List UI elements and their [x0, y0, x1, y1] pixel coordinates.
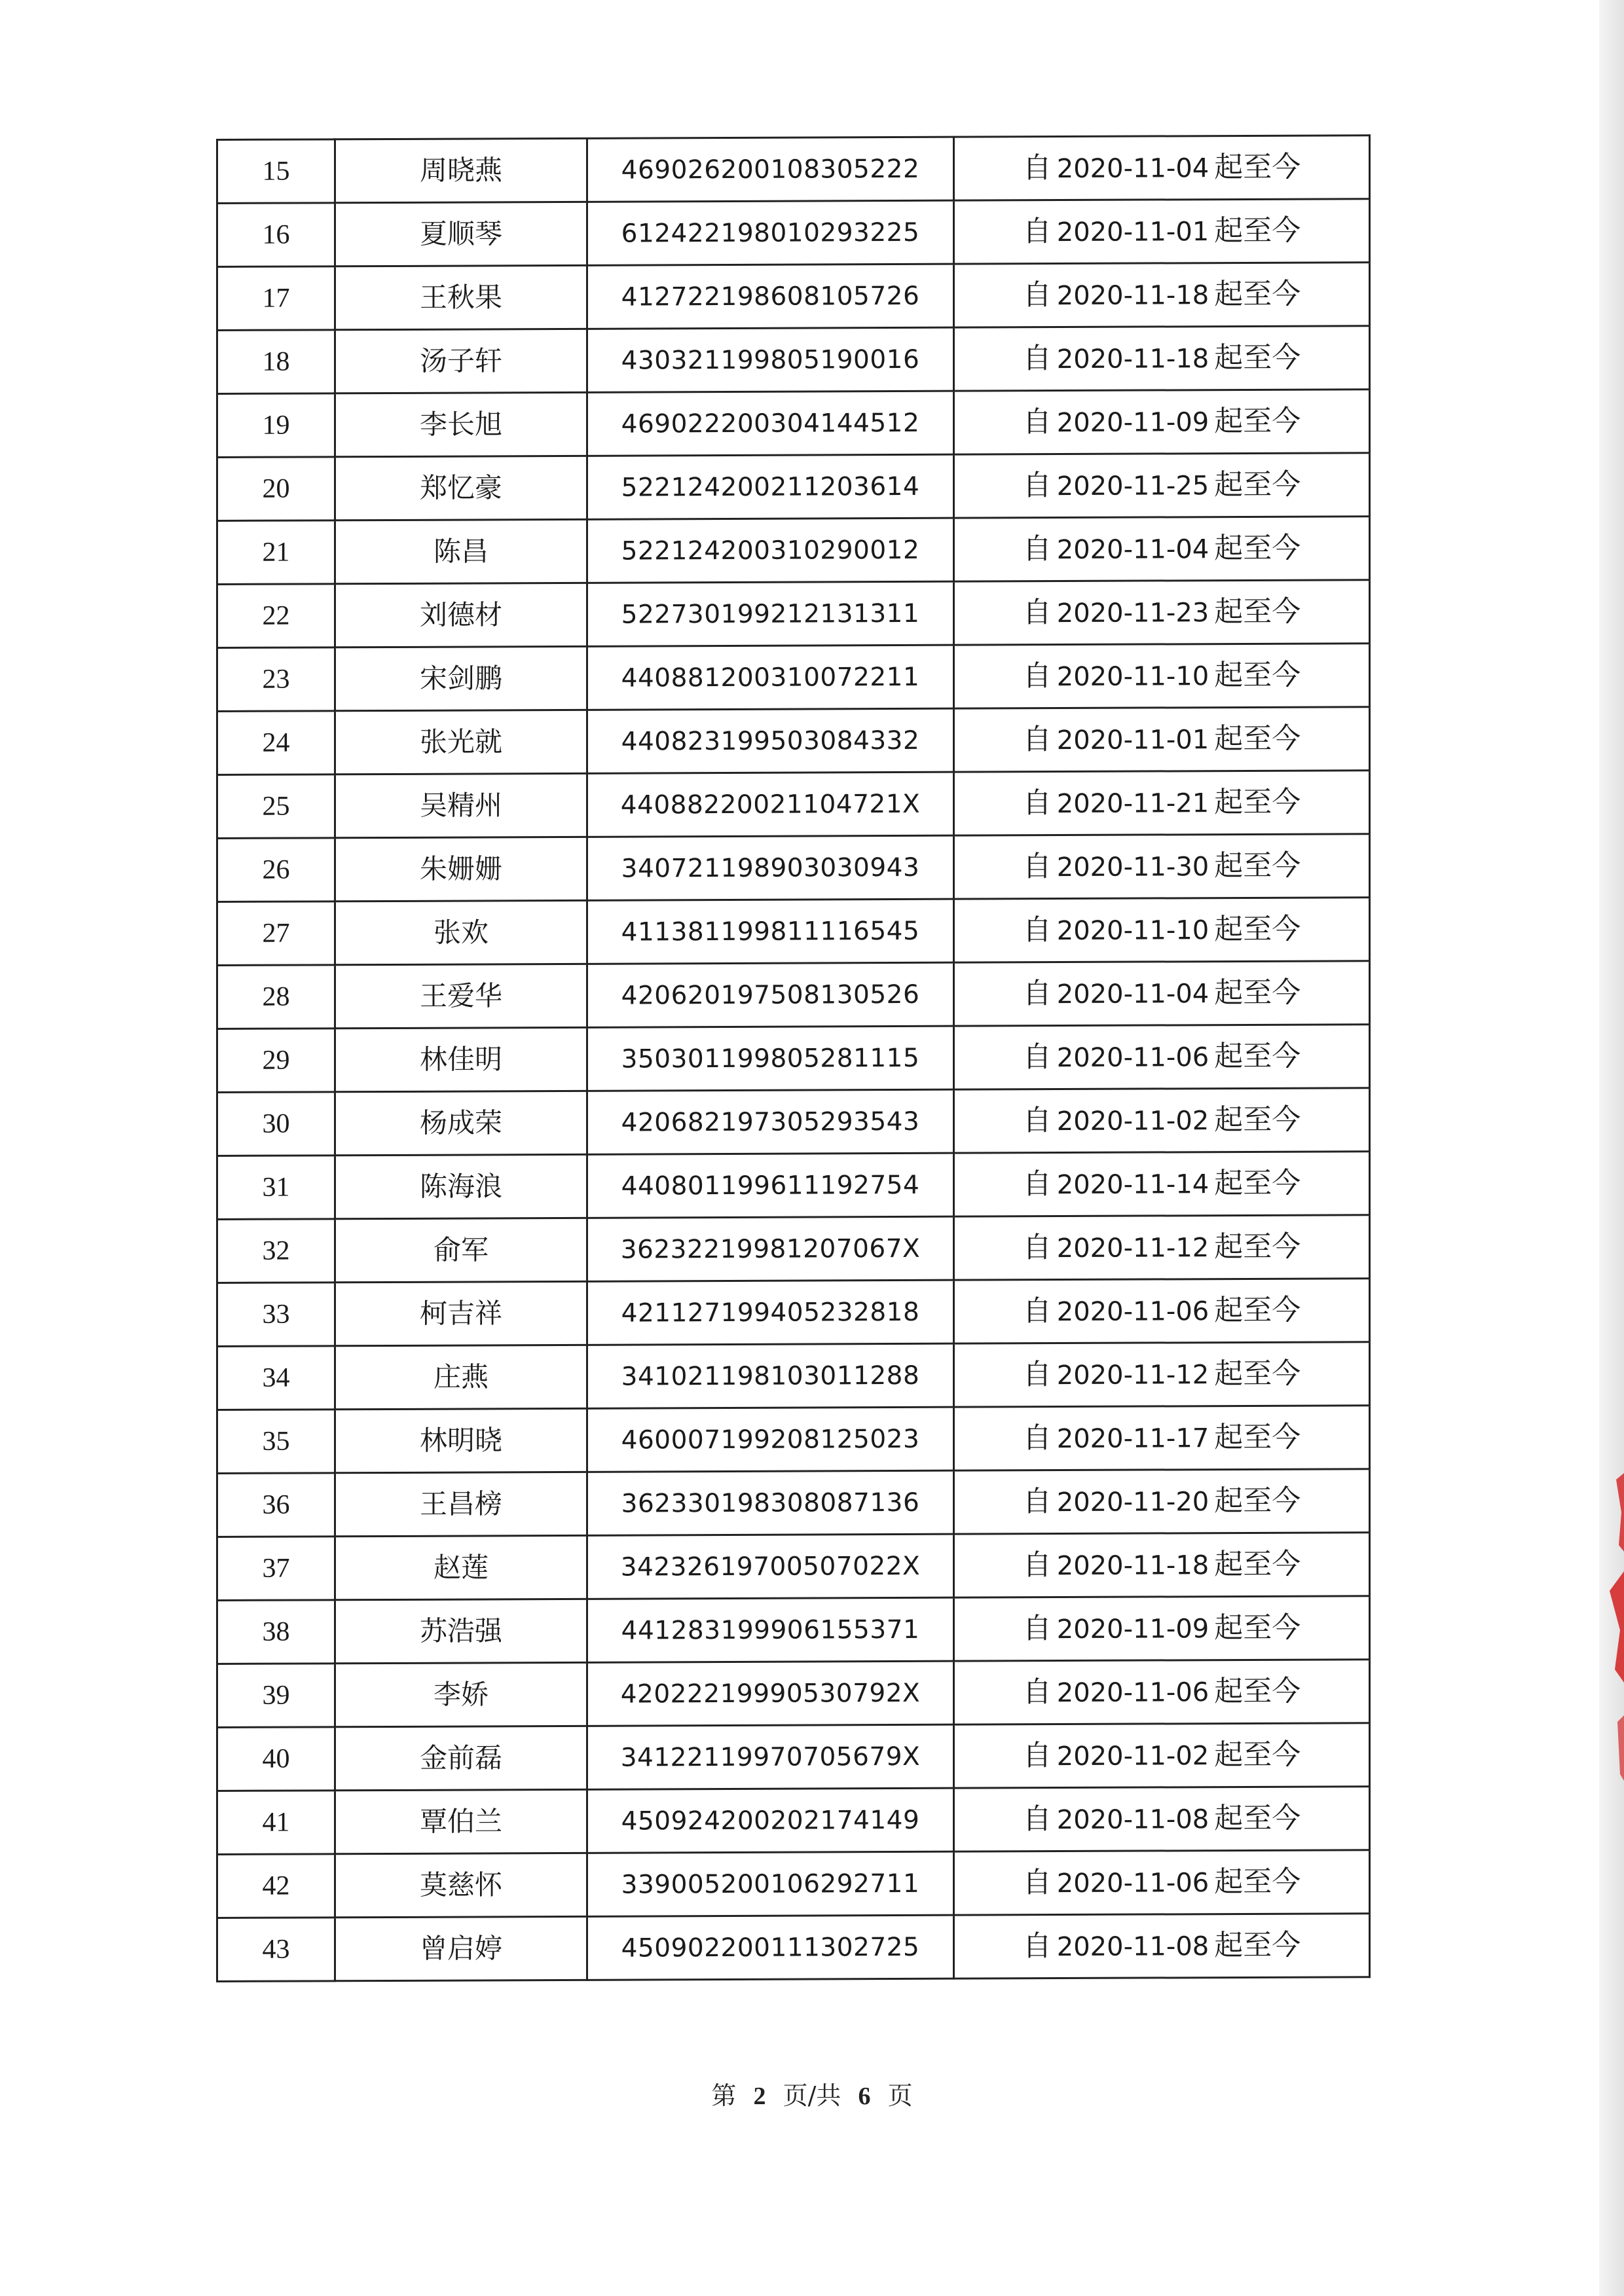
period-prefix: 自	[1022, 1739, 1052, 1773]
employment-period	[954, 1723, 1370, 1788]
table-row	[217, 453, 1370, 521]
period-suffix: 起至今	[1214, 1357, 1301, 1391]
person-name: 曾启婷	[335, 1916, 587, 1980]
period-prefix: 自	[1022, 1231, 1052, 1265]
row-number: 35	[217, 1410, 335, 1474]
employment-period	[954, 326, 1370, 391]
period-prefix: 自	[1022, 215, 1052, 249]
period-prefix: 自	[1022, 1802, 1052, 1836]
person-name: 俞军	[335, 1218, 587, 1282]
employment-period	[954, 1025, 1370, 1089]
period-prefix: 自	[1022, 1167, 1052, 1201]
period-prefix: 自	[1022, 1294, 1052, 1328]
period-suffix: 起至今	[1214, 1738, 1301, 1772]
period-suffix: 起至今	[1214, 1230, 1301, 1264]
start-date: 2020-11-08	[1056, 1804, 1209, 1836]
period-prefix: 自	[1022, 1675, 1052, 1709]
employment-period	[954, 1469, 1370, 1534]
table-row	[217, 1279, 1370, 1347]
person-name: 夏顺琴	[335, 202, 587, 266]
table-row	[217, 1342, 1370, 1410]
person-name: 莫慈怀	[335, 1853, 587, 1917]
start-date: 2020-11-04	[1056, 534, 1209, 566]
row-number: 20	[217, 457, 335, 521]
employment-period	[954, 1342, 1370, 1407]
row-number: 15	[217, 139, 335, 204]
footer-suffix: 页	[887, 2081, 913, 2110]
period-prefix: 自	[1022, 596, 1052, 630]
table-row	[217, 707, 1370, 775]
person-name: 王秋果	[335, 265, 587, 329]
start-date: 2020-11-04	[1056, 153, 1209, 185]
start-date: 2020-11-18	[1056, 344, 1209, 375]
person-name: 李长旭	[335, 392, 587, 456]
employment-period	[954, 1152, 1370, 1216]
start-date: 2020-11-21	[1056, 788, 1209, 820]
person-name: 郑忆豪	[335, 456, 587, 520]
id-number: 362330198308087136	[587, 1470, 954, 1535]
current-page-number: 2	[753, 2083, 766, 2110]
table-row	[217, 961, 1370, 1029]
period-prefix: 自	[1022, 1548, 1052, 1582]
row-number: 17	[217, 266, 335, 331]
red-seal-fragment-icon	[1590, 1473, 1624, 1800]
period-prefix: 自	[1022, 977, 1052, 1011]
row-number: 40	[217, 1727, 335, 1791]
id-number: 522124200211203614	[587, 454, 954, 519]
start-date: 2020-11-02	[1056, 1106, 1209, 1137]
period-suffix: 起至今	[1214, 150, 1301, 185]
id-number: 341021198103011288	[587, 1343, 954, 1408]
table-row	[217, 1152, 1370, 1220]
table-row	[217, 1850, 1370, 1918]
period-suffix: 起至今	[1214, 1102, 1301, 1137]
id-number: 460007199208125023	[587, 1407, 954, 1472]
period-prefix: 自	[1022, 151, 1052, 185]
period-prefix: 自	[1022, 469, 1052, 503]
period-prefix: 自	[1022, 278, 1052, 312]
row-number: 18	[217, 330, 335, 394]
period-suffix: 起至今	[1214, 340, 1301, 375]
start-date: 2020-11-10	[1056, 661, 1209, 693]
footer-prefix: 第	[711, 2081, 737, 2110]
table-row	[217, 136, 1370, 204]
table-row	[217, 1914, 1370, 1982]
person-name: 陈昌	[335, 519, 587, 583]
table-row	[217, 390, 1370, 458]
id-number: 350301199805281115	[587, 1026, 954, 1091]
footer-middle: 页/共	[783, 2081, 841, 2110]
period-suffix: 起至今	[1214, 1484, 1301, 1518]
id-number: 412722198608105726	[587, 264, 954, 329]
person-name: 吴精州	[335, 773, 587, 837]
employment-period	[954, 1088, 1370, 1153]
employment-period	[954, 1533, 1370, 1597]
table-row	[217, 326, 1370, 394]
table-body	[217, 136, 1370, 1982]
person-name: 林明晓	[335, 1408, 587, 1472]
start-date: 2020-11-23	[1056, 598, 1209, 629]
table-row	[217, 771, 1370, 839]
id-number: 339005200106292711	[587, 1851, 954, 1916]
table-row	[217, 1596, 1370, 1664]
id-number: 340721198903030943	[587, 835, 954, 900]
employment-period	[954, 898, 1370, 962]
employment-period	[954, 707, 1370, 772]
person-name: 柯吉祥	[335, 1281, 587, 1345]
start-date: 2020-11-09	[1056, 407, 1209, 439]
row-number: 32	[217, 1219, 335, 1283]
person-name: 刘德材	[335, 583, 587, 647]
employment-period	[954, 644, 1370, 708]
row-number: 39	[217, 1664, 335, 1728]
row-number: 38	[217, 1600, 335, 1664]
table-row	[217, 580, 1370, 648]
period-suffix: 起至今	[1214, 1293, 1301, 1328]
id-number: 420682197305293543	[587, 1089, 954, 1154]
period-suffix: 起至今	[1214, 1611, 1301, 1645]
id-number: 42022219990530792X	[587, 1661, 954, 1726]
row-number: 33	[217, 1283, 335, 1347]
id-number: 441283199906155371	[587, 1597, 954, 1662]
period-suffix: 起至今	[1214, 1166, 1301, 1201]
row-number: 42	[217, 1854, 335, 1918]
id-number: 44088220021104721X	[587, 772, 954, 837]
period-prefix: 自	[1022, 913, 1052, 947]
person-name: 李娇	[335, 1662, 587, 1726]
period-suffix: 起至今	[1214, 1420, 1301, 1455]
person-name: 周晓燕	[335, 138, 587, 202]
start-date: 2020-11-10	[1056, 915, 1209, 947]
period-prefix: 自	[1022, 342, 1052, 376]
scanned-page-edge	[1599, 0, 1624, 2296]
period-suffix: 起至今	[1214, 1039, 1301, 1074]
period-prefix: 自	[1022, 1485, 1052, 1519]
employment-period	[954, 1279, 1370, 1343]
employment-period	[954, 453, 1370, 518]
id-number: 420620197508130526	[587, 962, 954, 1027]
id-number: 450902200111302725	[587, 1915, 954, 1980]
start-date: 2020-11-12	[1056, 1360, 1209, 1391]
period-prefix: 自	[1022, 1866, 1052, 1900]
person-name: 王昌榜	[335, 1472, 587, 1536]
period-suffix: 起至今	[1214, 1865, 1301, 1899]
row-number: 30	[217, 1092, 335, 1156]
employment-period	[954, 1215, 1370, 1280]
period-suffix: 起至今	[1214, 531, 1301, 566]
person-name: 汤子轩	[335, 329, 587, 393]
period-suffix: 起至今	[1214, 848, 1301, 883]
period-prefix: 自	[1022, 723, 1052, 757]
id-number: 430321199805190016	[587, 327, 954, 392]
period-prefix: 自	[1022, 659, 1052, 693]
row-number: 34	[217, 1346, 335, 1410]
employment-period	[954, 834, 1370, 899]
row-number: 16	[217, 203, 335, 267]
employment-period	[954, 580, 1370, 645]
person-name: 苏浩强	[335, 1599, 587, 1663]
employment-period	[954, 1596, 1370, 1661]
row-number: 36	[217, 1473, 335, 1537]
period-suffix: 起至今	[1214, 1674, 1301, 1709]
table-row	[217, 517, 1370, 585]
start-date: 2020-11-08	[1056, 1931, 1209, 1963]
start-date: 2020-11-06	[1056, 1296, 1209, 1328]
person-name: 张欢	[335, 900, 587, 964]
period-suffix: 起至今	[1214, 975, 1301, 1010]
period-suffix: 起至今	[1214, 1928, 1301, 1963]
row-number: 26	[217, 838, 335, 902]
person-name: 林佳明	[335, 1027, 587, 1091]
id-number: 469022200304144512	[587, 391, 954, 456]
start-date: 2020-11-01	[1056, 725, 1209, 756]
person-name: 赵莲	[335, 1535, 587, 1599]
period-suffix: 起至今	[1214, 467, 1301, 502]
row-number: 29	[217, 1029, 335, 1093]
table-row	[217, 1723, 1370, 1791]
period-prefix: 自	[1022, 1612, 1052, 1646]
total-page-count: 6	[858, 2083, 871, 2110]
row-number: 28	[217, 965, 335, 1029]
row-number: 21	[217, 520, 335, 585]
id-number: 411381199811116545	[587, 899, 954, 964]
person-name: 杨成荣	[335, 1091, 587, 1155]
employment-period	[954, 199, 1370, 264]
table-row	[217, 644, 1370, 712]
table-row	[217, 1533, 1370, 1601]
table-row	[217, 263, 1370, 331]
id-number: 522730199212131311	[587, 581, 954, 646]
period-prefix: 自	[1022, 786, 1052, 820]
row-number: 25	[217, 774, 335, 839]
employment-period	[954, 1850, 1370, 1915]
period-prefix: 自	[1022, 405, 1052, 439]
row-number: 22	[217, 584, 335, 648]
id-number: 421127199405232818	[587, 1280, 954, 1345]
employment-period	[954, 1406, 1370, 1470]
id-number: 34232619700507022X	[587, 1534, 954, 1599]
person-name: 宋剑鹏	[335, 646, 587, 710]
table-row	[217, 1469, 1370, 1537]
start-date: 2020-11-17	[1056, 1423, 1209, 1455]
personnel-table-container	[216, 139, 1369, 1982]
row-number: 31	[217, 1156, 335, 1220]
start-date: 2020-11-14	[1056, 1169, 1209, 1201]
id-number: 440801199611192754	[587, 1153, 954, 1218]
period-suffix: 起至今	[1214, 1547, 1301, 1582]
table-row	[217, 834, 1370, 902]
row-number: 24	[217, 711, 335, 775]
table-row	[217, 1787, 1370, 1855]
employment-period	[954, 1660, 1370, 1724]
table-row	[217, 1660, 1370, 1728]
id-number: 440881200310072211	[587, 645, 954, 710]
table-row	[217, 1406, 1370, 1474]
period-prefix: 自	[1022, 1421, 1052, 1455]
person-name: 朱姗姗	[335, 837, 587, 901]
period-suffix: 起至今	[1214, 594, 1301, 629]
period-prefix: 自	[1022, 1929, 1052, 1963]
employment-period	[954, 390, 1370, 454]
id-number: 36232219981207067X	[587, 1216, 954, 1281]
employment-period	[954, 517, 1370, 581]
person-name: 王爱华	[335, 964, 587, 1028]
period-suffix: 起至今	[1214, 658, 1301, 693]
employment-period	[954, 1914, 1370, 1978]
start-date: 2020-11-02	[1056, 1741, 1209, 1772]
person-name: 陈海浪	[335, 1154, 587, 1218]
period-suffix: 起至今	[1214, 1801, 1301, 1836]
employment-period	[954, 961, 1370, 1026]
table-row	[217, 1088, 1370, 1156]
start-date: 2020-11-06	[1056, 1677, 1209, 1709]
row-number: 37	[217, 1537, 335, 1601]
period-suffix: 起至今	[1214, 277, 1301, 312]
row-number: 19	[217, 393, 335, 458]
employment-period	[954, 1787, 1370, 1851]
table-row	[217, 1025, 1370, 1093]
start-date: 2020-11-30	[1056, 852, 1209, 883]
employment-period	[954, 263, 1370, 327]
start-date: 2020-11-25	[1056, 471, 1209, 502]
id-number: 440823199503084332	[587, 708, 954, 773]
person-name: 金前磊	[335, 1726, 587, 1790]
row-number: 43	[217, 1918, 335, 1982]
period-suffix: 起至今	[1214, 213, 1301, 248]
start-date: 2020-11-01	[1056, 217, 1209, 248]
table-row	[217, 898, 1370, 966]
page-footer	[0, 2075, 1624, 2111]
start-date: 2020-11-06	[1056, 1868, 1209, 1899]
employment-period	[954, 771, 1370, 835]
row-number: 23	[217, 647, 335, 712]
row-number: 41	[217, 1791, 335, 1855]
period-prefix: 自	[1022, 1040, 1052, 1074]
person-name: 覃伯兰	[335, 1789, 587, 1853]
period-prefix: 自	[1022, 532, 1052, 566]
id-number: 612422198010293225	[587, 200, 954, 265]
id-number: 450924200202174149	[587, 1788, 954, 1853]
start-date: 2020-11-04	[1056, 979, 1209, 1010]
person-name: 张光就	[335, 710, 587, 774]
start-date: 2020-11-20	[1056, 1487, 1209, 1518]
start-date: 2020-11-12	[1056, 1233, 1209, 1264]
row-number: 27	[217, 902, 335, 966]
id-number: 34122119970705679X	[587, 1724, 954, 1789]
table-row	[217, 1215, 1370, 1283]
start-date: 2020-11-06	[1056, 1042, 1209, 1074]
period-prefix: 自	[1022, 850, 1052, 884]
person-name: 庄燕	[335, 1345, 587, 1409]
period-suffix: 起至今	[1214, 721, 1301, 756]
period-suffix: 起至今	[1214, 785, 1301, 820]
employment-period	[954, 136, 1370, 200]
id-number: 469026200108305222	[587, 137, 954, 202]
table-row	[217, 199, 1370, 267]
period-prefix: 自	[1022, 1104, 1052, 1138]
period-suffix: 起至今	[1214, 912, 1301, 947]
start-date: 2020-11-18	[1056, 1550, 1209, 1582]
personnel-table	[216, 134, 1371, 1982]
start-date: 2020-11-18	[1056, 280, 1209, 312]
start-date: 2020-11-09	[1056, 1614, 1209, 1645]
id-number: 522124200310290012	[587, 518, 954, 583]
period-suffix: 起至今	[1214, 404, 1301, 439]
period-prefix: 自	[1022, 1358, 1052, 1392]
